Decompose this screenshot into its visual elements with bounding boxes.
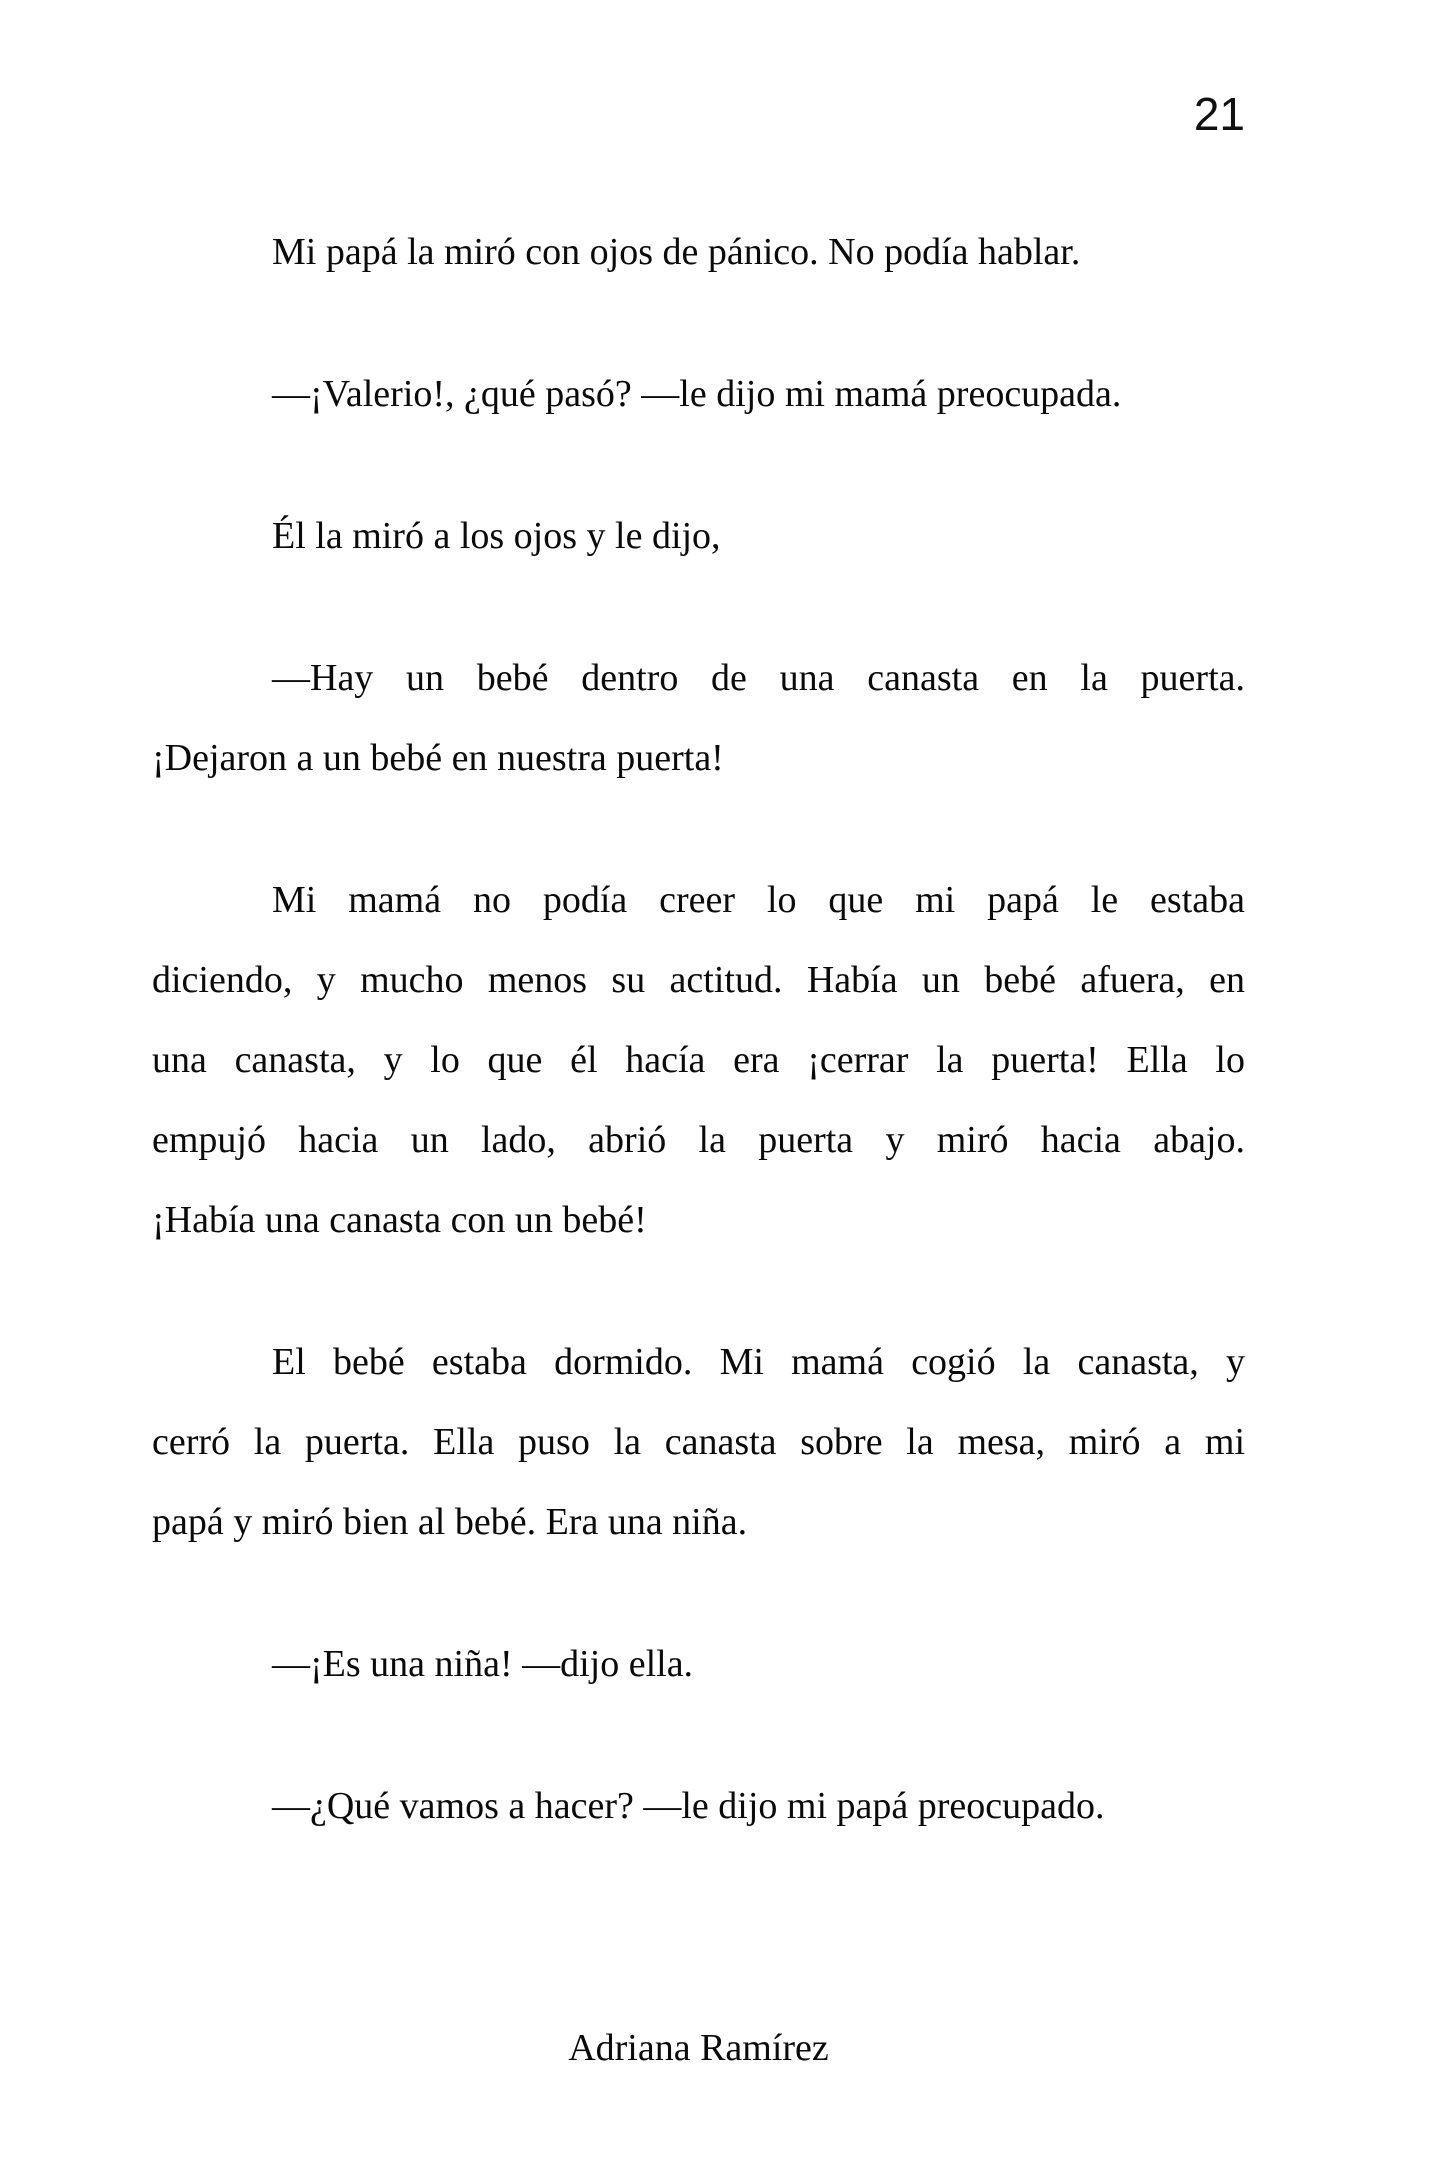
paragraph xyxy=(152,638,1245,798)
paragraph-line: diciendo, y mucho menos su actitud. Había un bebé afuera, en xyxy=(152,959,1245,1001)
paragraph xyxy=(152,860,1245,1260)
paragraph xyxy=(152,1766,1245,1846)
paragraph-line: —¡Valerio!, ¿qué pasó? —le dijo mi mamá preocupada. xyxy=(272,373,1122,415)
paragraph-line: —¿Qué vamos a hacer? —le dijo mi papá preocupado. xyxy=(272,1785,1105,1827)
paragraph-line: Mi mamá no podía creer lo que mi papá le estaba xyxy=(272,879,1245,921)
paragraph xyxy=(152,1322,1245,1562)
paragraph-line: papá y miró bien al bebé. Era una niña. xyxy=(152,1501,748,1543)
paragraph-line: ¡Había una canasta con un bebé! xyxy=(152,1199,647,1241)
paragraph xyxy=(152,496,1245,576)
paragraph xyxy=(152,212,1245,292)
footer-author: Adriana Ramírez xyxy=(568,2027,829,2069)
paragraph-line: —Hay un bebé dentro de una canasta en la puerta. xyxy=(272,657,1245,699)
paragraph-line: ¡Dejaron a un bebé en nuestra puerta! xyxy=(152,737,724,779)
paragraph xyxy=(152,1624,1245,1704)
paragraph-line: cerró la puerta. Ella puso la canasta sobre la mesa, miró a mi xyxy=(152,1421,1245,1463)
paragraph-line: —¡Es una niña! —dijo ella. xyxy=(272,1643,694,1685)
paragraph xyxy=(152,354,1245,434)
page-number: 21 xyxy=(1193,88,1245,140)
paragraph-line: El bebé estaba dormido. Mi mamá cogió la canasta, y xyxy=(272,1341,1245,1383)
story-text-block xyxy=(152,212,1245,1846)
paragraph-line: empujó hacia un lado, abrió la puerta y miró hacia abajo. xyxy=(152,1119,1245,1161)
paragraph-line: Mi papá la miró con ojos de pánico. No podía hablar. xyxy=(272,231,1081,273)
paragraph-line: una canasta, y lo que él hacía era ¡cerrar la puerta! Ella lo xyxy=(152,1039,1245,1081)
paragraph-line: Él la miró a los ojos y le dijo, xyxy=(272,515,721,557)
